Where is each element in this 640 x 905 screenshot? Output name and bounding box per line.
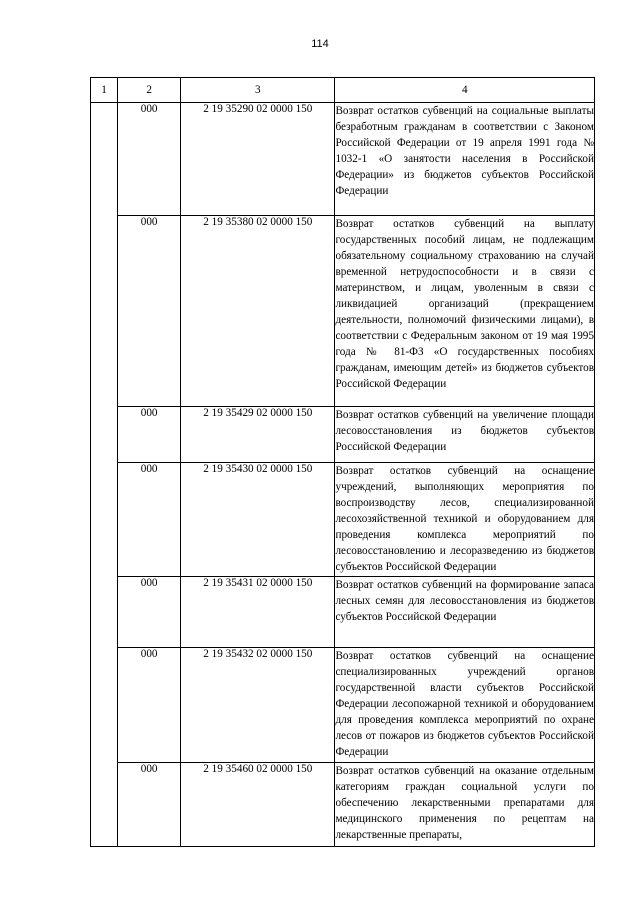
description-cell: Возврат остатков субвенций на оснащение учреждений, выполняющих мероприятия по воспроизводству лесов, специализированной лесохозяйственной техникой и оборудованием для проведения комплекса мероприятий по лесовосстановлению и лесоразведению из бюджетов субъектов Российской Федерации <box>335 463 595 577</box>
kbk-code-cell: 2 19 35460 02 0000 150 <box>181 763 335 847</box>
page-number: 114 <box>311 38 329 50</box>
admin-code-cell: 000 <box>118 463 181 577</box>
description-cell: Возврат остатков субвенций на выплату государственных пособий лицам, не подлежащим обязательному социальному страхованию на случай временной нетрудоспособности и в связи с материнством, и лицам, уволенным в связи с ликвидацией организаций (прекращением деятельности, полномочий физическими лицами), в соответствии с Федеральным законом от 19 мая 1995 года № 81-ФЗ «О государственных пособиях гражданам, имеющим детей» из бюджетов субъектов Российской Федерации <box>335 216 595 407</box>
kbk-code-cell: 2 19 35432 02 0000 150 <box>181 648 335 763</box>
kbk-code-cell: 2 19 35429 02 0000 150 <box>181 407 335 463</box>
table-row <box>91 763 595 847</box>
table-row <box>91 648 595 763</box>
column-header-2: 2 <box>118 78 181 103</box>
table-row <box>91 577 595 648</box>
kbk-code-cell: 2 19 35430 02 0000 150 <box>181 463 335 577</box>
table-row <box>91 463 595 577</box>
table-row <box>91 407 595 463</box>
admin-code-cell: 000 <box>118 577 181 648</box>
budget-classification-table <box>90 77 595 847</box>
column-header-4: 4 <box>335 78 595 103</box>
admin-code-cell: 000 <box>118 407 181 463</box>
table-header-row <box>91 78 595 103</box>
description-cell: Возврат остатков субвенций на социальные выплаты безработным гражданам в соответствии с Законом Российской Федерации от 19 апреля 1991 года № 1032-1 «О занятости населения в Российской Федерации» из бюджетов субъектов Российской Федерации <box>335 103 595 216</box>
column-header-3: 3 <box>181 78 335 103</box>
table-row <box>91 216 595 407</box>
kbk-code-cell: 2 19 35431 02 0000 150 <box>181 577 335 648</box>
kbk-code-cell: 2 19 35290 02 0000 150 <box>181 103 335 216</box>
description-cell: Возврат остатков субвенций на оснащение специализированных учреждений органов государственной власти субъектов Российской Федерации лесопожарной техникой и оборудованием для проведения комплекса мероприятий по охране лесов от пожаров из бюджетов субъектов Российской Федерации <box>335 648 595 763</box>
admin-code-cell: 000 <box>118 216 181 407</box>
admin-code-cell: 000 <box>118 763 181 847</box>
table-row <box>91 103 595 216</box>
admin-code-cell: 000 <box>118 648 181 763</box>
description-cell: Возврат остатков субвенций на оказание отдельным категориям граждан социальной услуги по обеспечению лекарственными препаратами для медицинского применения по рецептам на лекарственные препараты, <box>335 763 595 847</box>
kbk-code-cell: 2 19 35380 02 0000 150 <box>181 216 335 407</box>
row-index-cell <box>91 103 118 847</box>
column-header-1: 1 <box>91 78 118 103</box>
admin-code-cell: 000 <box>118 103 181 216</box>
description-cell: Возврат остатков субвенций на формирование запаса лесных семян для лесовосстановления из бюджетов субъектов Российской Федерации <box>335 577 595 648</box>
description-cell: Возврат остатков субвенций на увеличение площади лесовосстановления из бюджетов субъектов Российской Федерации <box>335 407 595 463</box>
